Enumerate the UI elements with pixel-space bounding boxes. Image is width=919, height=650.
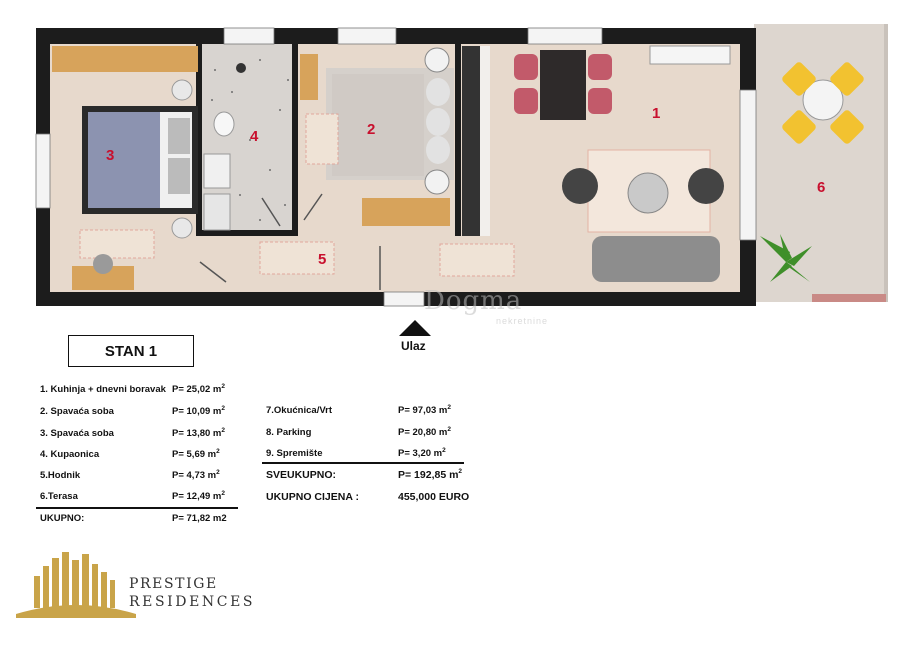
terrace-edge <box>884 24 888 302</box>
left-total-rule <box>36 507 238 509</box>
room-name: 3. Spavaća soba <box>40 428 114 439</box>
unit-superscript: 2 <box>442 447 446 454</box>
nightstand-room-2b <box>425 170 449 194</box>
room-area: P= 5,69 m <box>172 449 217 460</box>
armchair-right <box>688 168 724 204</box>
terrace-floor <box>754 24 888 302</box>
unit-superscript: 2 <box>447 426 452 433</box>
room-name: 2. Spavaća soba <box>40 406 114 417</box>
left-total-label <box>40 513 84 524</box>
watermark-subtitle: nekretnine <box>496 316 549 326</box>
right-row-9 <box>266 448 323 459</box>
brand-line-2: RESIDENCES <box>129 594 256 610</box>
left-row-1 <box>40 384 166 395</box>
unit-superscript: 2 <box>221 405 226 412</box>
right-total-rule <box>262 462 464 464</box>
room-number-5: 5 <box>318 251 327 268</box>
bed-room-3 <box>82 106 198 214</box>
room-number-4: 4 <box>250 128 259 145</box>
grand-total-name: SVEUKUPNO: <box>266 469 337 481</box>
rug-room-3 <box>80 230 154 258</box>
right-row-7 <box>266 405 332 416</box>
room-area: P= 10,09 m <box>172 406 222 417</box>
shower-drain <box>236 63 246 73</box>
left-row-6 <box>40 491 78 502</box>
right-area-7 <box>398 405 451 416</box>
room-number-1: 1 <box>652 105 661 122</box>
wardrobe-room-3 <box>52 46 198 72</box>
room-area: P= 12,49 m <box>172 491 222 502</box>
right-area-8 <box>398 427 451 438</box>
right-area-9 <box>398 448 446 459</box>
room-number-6: 6 <box>817 179 826 196</box>
room-number-3: 3 <box>106 147 115 164</box>
nightstand-room-3b <box>172 218 192 238</box>
left-area-3 <box>172 428 225 439</box>
left-row-2 <box>40 406 114 417</box>
toilet <box>214 112 234 136</box>
sofa <box>592 236 720 282</box>
brand-line-1: PRESTIGE <box>129 576 218 592</box>
room-area: P= 20,80 m <box>398 427 448 438</box>
left-row-5 <box>40 470 80 481</box>
left-area-5 <box>172 470 220 481</box>
armchair-left <box>562 168 598 204</box>
total-label: UKUPNO: <box>40 513 85 524</box>
grand-total-area <box>398 469 462 481</box>
left-area-1 <box>172 384 225 395</box>
unit-superscript: 2 <box>221 427 226 434</box>
room-name: 7.Okućnica/Vrt <box>266 405 333 416</box>
unit-superscript: 2 <box>447 404 452 411</box>
bed-room-2 <box>326 68 454 180</box>
grand-total-value: P= 192,85 m <box>398 469 459 481</box>
unit-superscript: 2 <box>216 448 220 455</box>
room-name: 9. Spremište <box>266 448 323 459</box>
left-row-4 <box>40 449 99 460</box>
rug-room-2 <box>306 114 338 164</box>
terrace-planter <box>812 294 886 302</box>
kitchen-counter <box>462 46 480 236</box>
rug-hallway-2 <box>440 244 514 276</box>
nightstand-room-3 <box>172 80 192 100</box>
room-area: P= 3,20 m <box>398 448 443 459</box>
room-name: 5.Hodnik <box>40 470 81 481</box>
chair-room-3 <box>93 254 113 274</box>
room-area: P= 97,03 m <box>398 405 448 416</box>
room-number-2: 2 <box>367 121 376 138</box>
watermark: Dogma <box>424 286 523 316</box>
room-name: 8. Parking <box>266 427 312 438</box>
kitchen-counter-top <box>480 46 490 236</box>
coffee-table <box>628 173 668 213</box>
kitchen-cabinet <box>650 46 730 64</box>
room-name: 1. Kuhinja + dnevni boravak <box>40 384 166 395</box>
unit-superscript: 2 <box>221 490 226 497</box>
bathtub <box>204 194 230 230</box>
sink <box>204 154 230 188</box>
nightstand-room-2 <box>425 48 449 72</box>
entrance-arrow-icon <box>399 320 431 336</box>
grand-total-label <box>266 469 336 481</box>
room-area: P= 4,73 m <box>172 470 217 481</box>
room-area: P= 25,02 m <box>172 384 222 395</box>
right-row-8 <box>266 427 311 438</box>
left-area-2 <box>172 406 225 417</box>
room-name: 6.Terasa <box>40 491 78 502</box>
total-area: P= 71,82 m2 <box>172 513 227 524</box>
apartment-title <box>68 335 194 367</box>
price-label <box>266 491 359 503</box>
left-area-4 <box>172 449 220 460</box>
shelf-room-2 <box>300 54 318 100</box>
price-value <box>398 491 469 503</box>
room-area: P= 13,80 m <box>172 428 222 439</box>
left-area-6 <box>172 491 225 502</box>
dining-table <box>540 50 586 120</box>
entrance-label: Ulaz <box>401 339 426 353</box>
wardrobe-room-2 <box>362 198 450 226</box>
unit-superscript: 2 <box>221 383 226 390</box>
left-total-area <box>172 513 227 524</box>
price-name: UKUPNO CIJENA : <box>266 491 359 503</box>
left-row-3 <box>40 428 114 439</box>
unit-superscript: 2 <box>216 469 220 476</box>
prestige-residences-logo-icon <box>16 548 136 618</box>
room-name: 4. Kupaonica <box>40 449 100 460</box>
price-amount: 455,000 EURO <box>398 491 470 503</box>
apartment-title-text: STAN 1 <box>104 342 158 360</box>
unit-superscript: 2 <box>458 468 463 475</box>
